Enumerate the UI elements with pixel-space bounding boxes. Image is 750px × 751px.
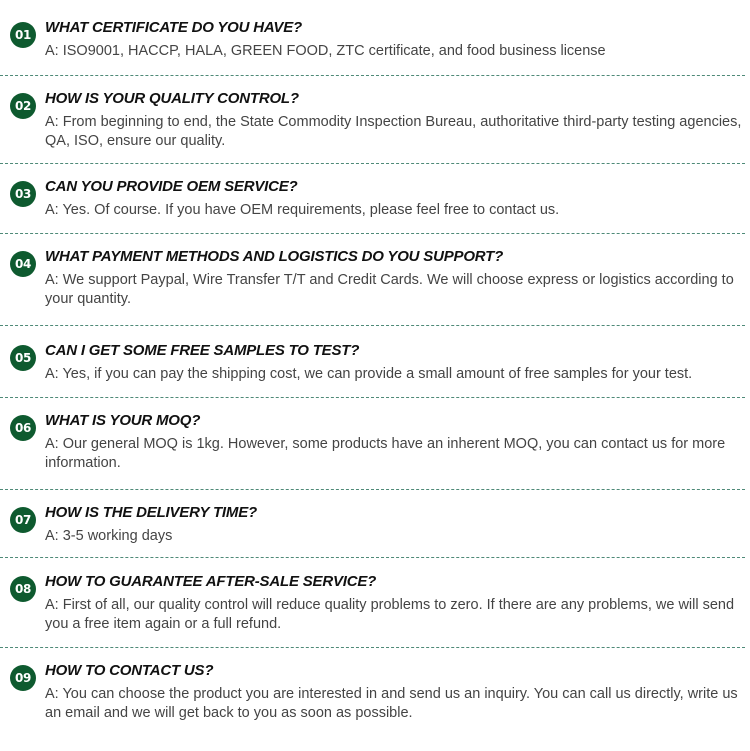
dashed-divider xyxy=(0,397,745,398)
question-text: WHAT IS YOUR MOQ? xyxy=(45,412,201,429)
question-number-badge: 05 xyxy=(10,345,36,371)
question-number-badge: 04 xyxy=(10,251,36,277)
question-number-badge: 07 xyxy=(10,507,36,533)
answer-text: A: First of all, our quality control will reduce quality problems to zero. If there are any problems, we will send you a free item again or a full refund. xyxy=(45,597,735,632)
dashed-divider xyxy=(0,489,745,490)
question-text: HOW TO GUARANTEE AFTER-SALE SERVICE? xyxy=(45,573,377,590)
question-number-badge: 03 xyxy=(10,181,36,207)
answer-text: A: From beginning to end, the State Commodity Inspection Bureau, authoritative third-party testing agencies, QA, ISO, ensure our quality. xyxy=(45,114,742,149)
question-text: HOW TO CONTACT US? xyxy=(45,662,214,679)
question-text: CAN I GET SOME FREE SAMPLES TO TEST? xyxy=(45,342,360,359)
answer-text: A: Yes. Of course. If you have OEM requirements, please feel free to contact us. xyxy=(45,202,560,218)
question-number-badge: 06 xyxy=(10,415,36,441)
question-number-badge: 09 xyxy=(10,665,36,691)
answer-text: A: 3-5 working days xyxy=(45,528,173,544)
question-text: WHAT CERTIFICATE DO YOU HAVE? xyxy=(45,19,302,36)
question-text: CAN YOU PROVIDE OEM SERVICE? xyxy=(45,178,298,195)
dashed-divider xyxy=(0,163,745,164)
question-text: HOW IS YOUR QUALITY CONTROL? xyxy=(45,90,299,107)
answer-text: A: ISO9001, HACCP, HALA, GREEN FOOD, ZTC certificate, and food business license xyxy=(45,43,606,59)
answer-text: A: You can choose the product you are interested in and send us an inquiry. You can call us directly, write us an email and we will get back to you as soon as possible. xyxy=(45,686,738,721)
answer-text: A: Our general MOQ is 1kg. However, some products have an inherent MOQ, you can contact us for more information. xyxy=(45,436,726,471)
question-text: HOW IS THE DELIVERY TIME? xyxy=(45,504,257,521)
question-text: WHAT PAYMENT METHODS AND LOGISTICS DO YOU SUPPORT? xyxy=(45,248,504,265)
question-number-badge: 08 xyxy=(10,576,36,602)
answer-text: A: We support Paypal, Wire Transfer T/T and Credit Cards. We will choose express or logistics according to your quantity. xyxy=(45,272,734,307)
dashed-divider xyxy=(0,647,745,648)
dashed-divider xyxy=(0,233,745,234)
dashed-divider xyxy=(0,557,745,558)
dashed-divider xyxy=(0,325,745,326)
dashed-divider xyxy=(0,75,745,76)
question-number-badge: 01 xyxy=(10,22,36,48)
answer-text: A: Yes, if you can pay the shipping cost, we can provide a small amount of free samples for your test. xyxy=(45,366,693,382)
question-number-badge: 02 xyxy=(10,93,36,119)
